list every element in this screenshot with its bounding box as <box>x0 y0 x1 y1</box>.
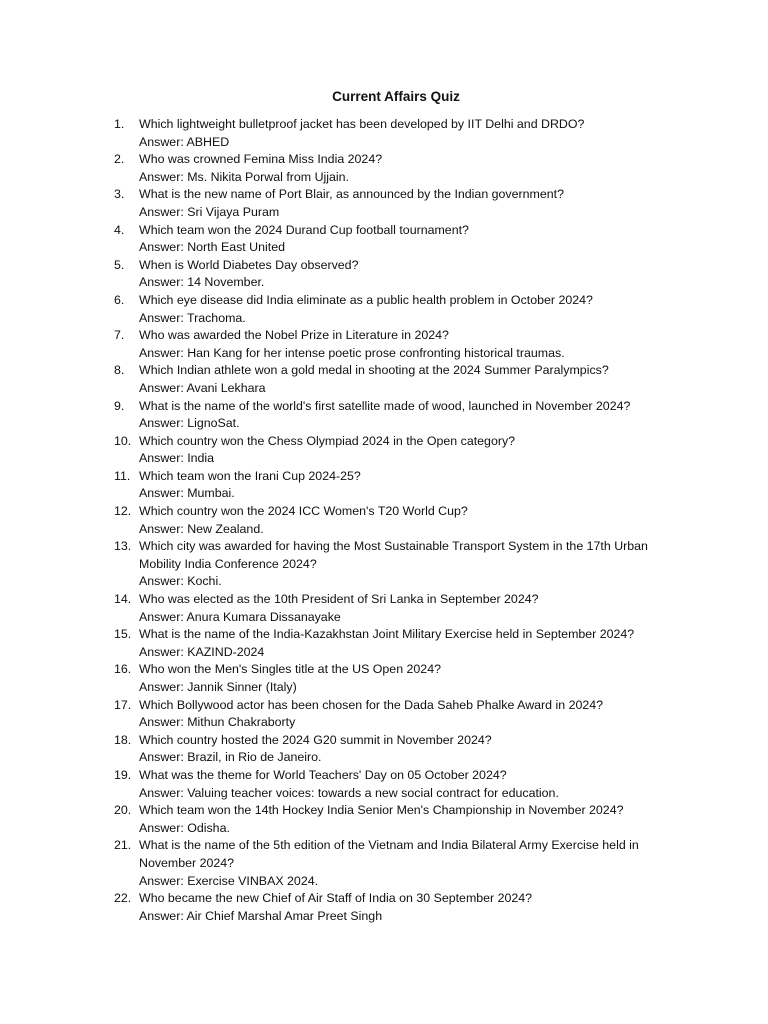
answer-text: Answer: Mithun Chakraborty <box>139 715 296 730</box>
question-text: Which country won the 2024 ICC Women's T20 World Cup? <box>139 504 468 519</box>
quiz-item <box>114 433 686 468</box>
question-number: 12. <box>114 504 132 519</box>
quiz-item <box>114 767 686 802</box>
page-title: Current Affairs Quiz <box>332 89 460 104</box>
question-number: 13. <box>114 539 132 554</box>
quiz-item <box>114 362 686 397</box>
question-text: What is the name of the India-Kazakhstan Joint Military Exercise held in September 2024? <box>139 627 635 642</box>
quiz-item <box>114 503 686 538</box>
answer-text: Answer: Brazil, in Rio de Janeiro. <box>139 750 322 765</box>
answer-text: Answer: Sri Vijaya Puram <box>139 204 280 219</box>
answer-text: Answer: 14 November. <box>139 275 265 290</box>
quiz-item <box>114 661 686 696</box>
quiz-list <box>114 116 686 925</box>
question-text: Which lightweight bulletproof jacket has been developed by IIT Delhi and DRDO? <box>139 117 585 131</box>
question-text: What was the theme for World Teachers' Day on 05 October 2024? <box>139 767 507 782</box>
question-number: 15. <box>114 627 132 642</box>
question-number: 1. <box>114 117 125 131</box>
question-number: 4. <box>114 222 125 237</box>
question-text: Who was crowned Femina Miss India 2024? <box>139 152 383 167</box>
answer-text: Answer: Air Chief Marshal Amar Preet Singh <box>139 908 383 923</box>
question-text: Who was elected as the 10th President of Sri Lanka in September 2024? <box>139 592 539 607</box>
question-number: 22. <box>114 891 132 906</box>
answer-text: Answer: Anura Kumara Dissanayake <box>139 609 341 624</box>
quiz-item <box>114 292 686 327</box>
question-number: 16. <box>114 662 132 677</box>
quiz-item <box>114 626 686 661</box>
answer-text: Answer: Mumbai. <box>139 486 235 501</box>
question-text: Which city was awarded for having the Most Sustainable Transport System in the 17th Urban Mobility India Conference 2024? <box>139 539 648 571</box>
question-text: Who became the new Chief of Air Staff of India on 30 September 2024? <box>139 891 533 906</box>
answer-text: Answer: Valuing teacher voices: towards a new social contract for education. <box>139 785 559 800</box>
answer-text: Answer: Odisha. <box>139 820 230 835</box>
question-number: 9. <box>114 398 125 413</box>
answer-text: Answer: India <box>139 451 215 466</box>
question-text: Which team won the Irani Cup 2024-25? <box>139 468 361 483</box>
answer-text: Answer: New Zealand. <box>139 521 264 536</box>
question-text: What is the name of the world's first satellite made of wood, launched in November 2024? <box>139 398 631 413</box>
quiz-item <box>114 697 686 732</box>
question-number: 5. <box>114 257 125 272</box>
answer-text: Answer: KAZIND-2024 <box>139 644 265 659</box>
quiz-item <box>114 802 686 837</box>
answer-text: Answer: Exercise VINBAX 2024. <box>139 873 319 888</box>
answer-text: Answer: Avani Lekhara <box>139 380 266 395</box>
question-text: What is the name of the 5th edition of the Vietnam and India Bilateral Army Exercise held in November 2024? <box>139 838 639 870</box>
question-text: Who was awarded the Nobel Prize in Literature in 2024? <box>139 328 449 343</box>
question-number: 20. <box>114 803 132 818</box>
question-number: 3. <box>114 187 125 202</box>
answer-text: Answer: Jannik Sinner (Italy) <box>139 680 297 694</box>
question-text: Which Indian athlete won a gold medal in shooting at the 2024 Summer Paralympics? <box>139 363 609 378</box>
question-text: Which eye disease did India eliminate as a public health problem in October 2024? <box>139 292 593 307</box>
quiz-item <box>114 468 686 503</box>
answer-text: Answer: Ms. Nikita Porwal from Ujjain. <box>139 169 349 184</box>
question-number: 8. <box>114 363 125 378</box>
answer-text: Answer: LignoSat. <box>139 416 240 431</box>
answer-text: Answer: North East United <box>139 240 285 255</box>
question-number: 6. <box>114 292 125 307</box>
question-number: 14. <box>114 592 132 607</box>
quiz-item <box>114 327 686 362</box>
quiz-item <box>114 538 686 591</box>
question-number: 18. <box>114 732 132 747</box>
quiz-item <box>114 186 686 221</box>
quiz-item <box>114 257 686 292</box>
quiz-item <box>114 890 686 925</box>
quiz-item <box>114 116 686 151</box>
quiz-item <box>114 732 686 767</box>
question-number: 7. <box>114 328 125 343</box>
question-text: Which team won the 14th Hockey India Senior Men's Championship in November 2024? <box>139 803 624 818</box>
question-text: Which team won the 2024 Durand Cup football tournament? <box>139 222 469 237</box>
quiz-item <box>114 591 686 626</box>
answer-text: Answer: ABHED <box>139 134 230 149</box>
quiz-item <box>114 222 686 257</box>
quiz-item <box>114 837 686 890</box>
question-text: When is World Diabetes Day observed? <box>139 257 359 272</box>
answer-text: Answer: Han Kang for her intense poetic prose confronting historical traumas. <box>139 345 565 360</box>
question-number: 10. <box>114 433 132 448</box>
question-text: Which Bollywood actor has been chosen for the Dada Saheb Phalke Award in 2024? <box>139 697 604 712</box>
question-text: Which country hosted the 2024 G20 summit in November 2024? <box>139 732 492 747</box>
quiz-item <box>114 151 686 186</box>
question-number: 17. <box>114 697 132 712</box>
question-number: 21. <box>114 838 132 853</box>
quiz-item <box>114 398 686 433</box>
question-number: 19. <box>114 767 132 782</box>
answer-text: Answer: Trachoma. <box>139 310 246 325</box>
question-text: Which country won the Chess Olympiad 2024 in the Open category? <box>139 433 516 448</box>
question-text: Who won the Men's Singles title at the US Open 2024? <box>139 662 441 677</box>
answer-text: Answer: Kochi. <box>139 574 222 589</box>
question-number: 11. <box>114 468 131 483</box>
question-text: What is the new name of Port Blair, as announced by the Indian government? <box>139 187 564 202</box>
question-number: 2. <box>114 152 125 167</box>
